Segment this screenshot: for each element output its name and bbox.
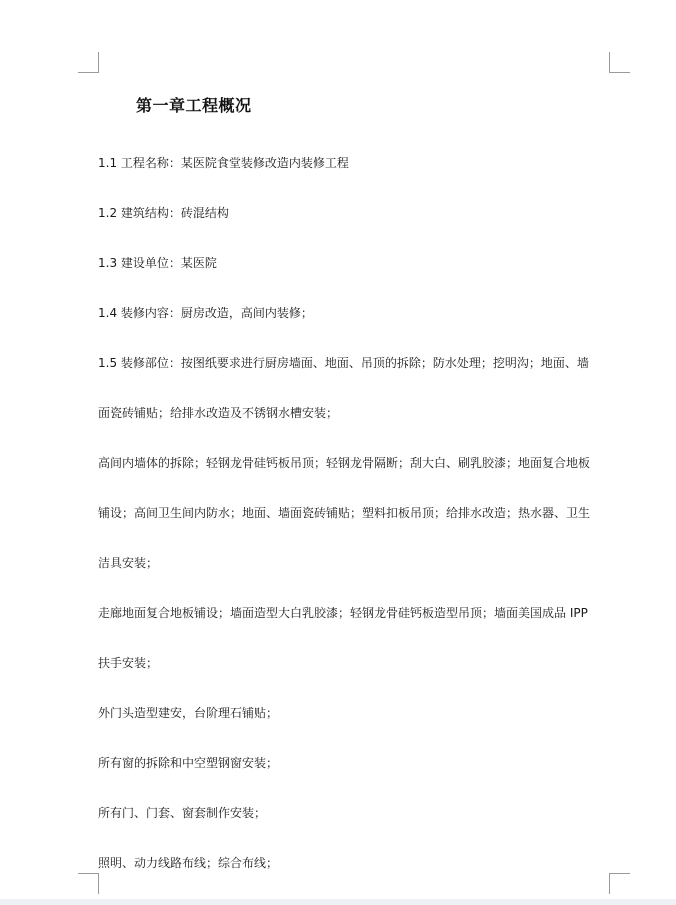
text-line-1-1: 1.1 工程名称：某医院食堂装修改造内装修工程	[98, 156, 349, 170]
text-line-gaojian-2: 铺设；高间卫生间内防水；地面、墙面瓷砖铺贴；塑料扣板吊顶；给排水改造；热水器、卫生	[98, 506, 591, 520]
chapter-title: 第一章工程概况	[136, 96, 252, 115]
text-line-1-5: 1.5 装修部位：按图纸要求进行厨房墙面、地面、吊顶的拆除；防水处理；挖明沟；地面、墙	[98, 356, 589, 370]
text-line-windows: 所有窗的拆除和中空塑钢窗安装；	[98, 756, 279, 770]
text-line-gaojian-1: 高间内墙体的拆除；轻钢龙骨硅钙板吊顶；轻钢龙骨隔断；刮大白、刷乳胶漆；地面复合地板	[98, 456, 591, 470]
margin-corner-bottom-right	[609, 873, 630, 894]
text-line-1-2: 1.2 建筑结构：砖混结构	[98, 206, 229, 220]
text-line-corridor-1: 走廊地面复合地板铺设；墙面造型大白乳胶漆；轻钢龙骨硅钙板造型吊顶；墙面美国成品 IPP	[98, 606, 588, 620]
text-line-1-5-cont: 面瓷砖铺贴；给排水改造及不锈钢水槽安装；	[98, 406, 339, 420]
text-line-corridor-2: 扶手安装；	[98, 656, 159, 670]
margin-corner-top-right	[609, 52, 630, 73]
text-line-wiring: 照明、动力线路布线；综合布线；	[98, 856, 279, 870]
text-line-1-3: 1.3 建设单位：某医院	[98, 256, 217, 270]
page-bottom-edge	[0, 899, 676, 905]
text-line-entrance: 外门头造型建安，台阶理石铺贴；	[98, 706, 279, 720]
text-line-1-4: 1.4 装修内容：厨房改造，高间内装修；	[98, 306, 313, 320]
text-line-doors: 所有门、门套、窗套制作安装；	[98, 806, 267, 820]
margin-corner-bottom-left	[78, 873, 99, 894]
margin-corner-top-left	[78, 52, 99, 73]
text-line-gaojian-3: 洁具安装；	[98, 556, 159, 570]
